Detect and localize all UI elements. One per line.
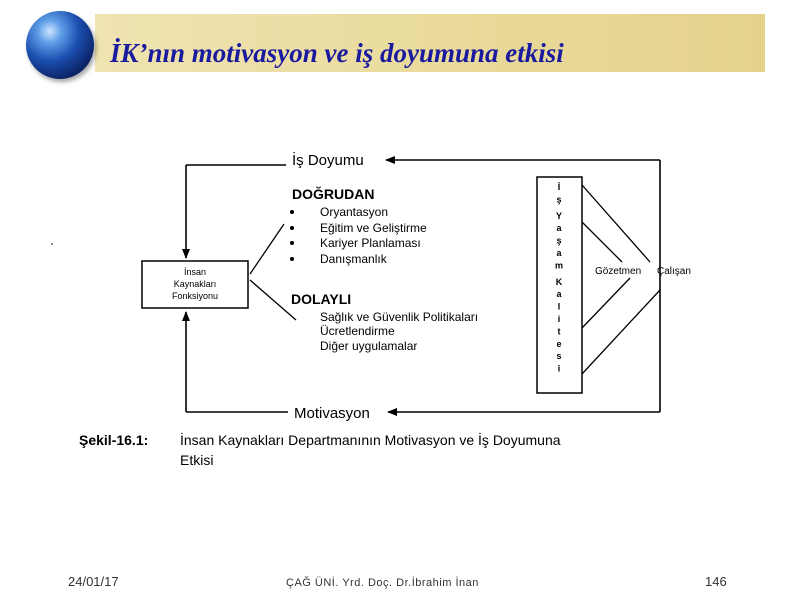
page-number: 146 [705,574,727,589]
indirect-connector [250,280,296,320]
wlq-letter: Y [555,210,563,221]
slide-title: İK’nın motivasyon ve iş doyumuna etkisi [110,38,564,68]
motivation-label: Motivasyon [294,405,370,422]
footer-author: ÇAĞ ÜNİ. Yrd. Doç. Dr.İbrahim İnan [286,577,479,589]
wlq-letter: a [556,248,562,258]
wlq-letter: e [556,338,562,349]
hr-function-label-2: Kaynakları [173,279,217,289]
caption-label: Şekil-16.1: [79,432,149,448]
wlq-letter: t [557,326,561,337]
indirect-item-1: Sağlık ve Güvenlik Politikaları [320,310,479,324]
wlq-letter: a [556,223,562,234]
hr-function-label-1: İnsan [183,267,207,277]
wlq-letter: K [555,276,563,287]
indirect-item-3: Diğer uygulamalar [320,339,418,353]
direct-item-4: Danışmanlık [320,252,387,266]
bullet-icon [290,210,294,214]
direct-item-1: Oryantasyon [320,205,389,219]
wlq-link-1 [582,185,650,262]
wlq-link-2 [582,222,622,262]
wlq-letter: i [557,363,561,374]
wlq-letter: a [556,289,562,300]
footer-date: 24/01/17 [68,574,119,589]
wlq-letter: l [557,301,561,312]
hr-function-label-3: Fonksiyonu [171,291,219,301]
wlq-letter: İ [557,182,561,192]
indirect-heading: DOLAYLI [291,291,352,307]
wlq-link-4 [582,290,660,374]
supervisor-label: Gözetmen [595,266,642,277]
direct-heading: DOĞRUDAN [292,186,375,202]
wlq-letter: m [554,260,564,271]
wlq-letter: s [556,351,562,362]
wlq-link-3 [582,278,630,328]
bullet-icon [290,226,294,230]
caption-line-1: İnsan Kaynakları Departmanının Motivasyon ve İş Doyumuna [180,432,561,448]
indirect-item-2: Ücretlendirme [320,324,395,338]
bullet-icon [290,257,294,261]
wlq-letter: ş [556,235,562,246]
job-satisfaction-label: İş Doyumu [292,152,364,169]
wlq-letter: i [557,314,561,324]
bullet-icon [290,241,294,245]
caption-line-2: Etkisi [180,452,214,468]
direct-connector [250,224,284,274]
stray-dot [51,243,53,245]
direct-item-3: Kariyer Planlaması [320,236,421,250]
employee-label: Çalışan [657,266,691,277]
direct-item-2: Eğitim ve Geliştirme [320,221,427,235]
wlq-letter: ş [556,194,562,205]
